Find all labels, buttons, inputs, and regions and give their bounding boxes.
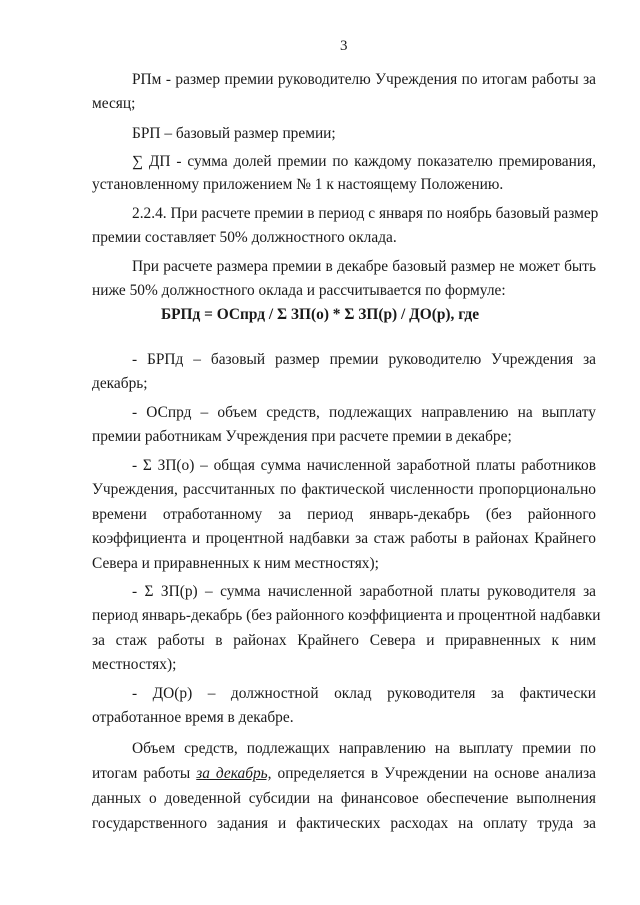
- text-line: коэффициента и процентной надбавки за стаж работы в районах Крайнего: [92, 530, 596, 547]
- text-line: Севера и приравненных к ним местностях);: [92, 555, 379, 572]
- text-line: Учреждения, рассчитанных по фактической численности пропорционально: [92, 481, 596, 498]
- text-line: ∑ ДП - сумма долей премии по каждому показателю премирования,: [132, 153, 596, 170]
- text-line: Объем средств, подлежащих направлению на выплату премии по: [132, 740, 596, 757]
- text-line: период январь-декабрь (без районного коэффициента и процентной надбавки: [92, 607, 601, 624]
- text-line: данных о доведенной субсидии на финансовое обеспечение выполнения: [92, 790, 596, 807]
- text-line: месяц;: [92, 95, 136, 112]
- text-line: премии составляет 50% должностного оклада.: [92, 229, 397, 246]
- underlined-phrase: за декабрь,: [196, 765, 272, 782]
- text-line: - ОСпрд – объем средств, подлежащих направлению на выплату: [132, 404, 596, 421]
- text-line: - Σ ЗП(р) – сумма начисленной заработной платы руководителя за: [132, 583, 596, 600]
- text-line: установленному приложением № 1 к настоящему Положению.: [92, 176, 504, 193]
- text-line: 2.2.4. При расчете премии в период с января по ноябрь базовый размер: [132, 205, 599, 222]
- text-line: декабрь;: [92, 375, 148, 392]
- text-line: времени отработанному за период январь-декабрь (без районного: [92, 506, 596, 523]
- text-line: [92, 764, 596, 784]
- text-line: отработанное время в декабре.: [92, 709, 294, 726]
- text-line: премии работникам Учреждения при расчете премии в декабре;: [92, 428, 512, 445]
- text-segment: определяется в Учреждении на основе анализа: [271, 765, 596, 782]
- text-line: за стаж работы в районах Крайнего Севера и приравненных к ним: [92, 632, 596, 649]
- text-line: РПм - размер премии руководителю Учреждения по итогам работы за: [132, 71, 596, 88]
- text-line: При расчете размера премии в декабре базовый размер не может быть: [132, 258, 596, 275]
- text-line: БРП – базовый размер премии;: [132, 125, 336, 142]
- text-line: - ДО(р) – должностной оклад руководителя за фактически: [132, 685, 596, 702]
- text-segment: итогам работы: [92, 765, 197, 782]
- page-number: 3: [340, 38, 348, 54]
- text-line: местностях);: [92, 656, 177, 673]
- text-line: - Σ ЗП(о) – общая сумма начисленной заработной платы работников: [132, 457, 596, 474]
- text-line: ниже 50% должностного оклада и рассчитывается по формуле:: [92, 282, 506, 299]
- text-line: - БРПд – базовый размер премии руководителю Учреждения за: [132, 351, 596, 368]
- formula: БРПд = ОСпрд / Σ ЗП(о) * Σ ЗП(р) / ДО(р), где: [160, 306, 480, 323]
- text-line: государственного задания и фактических расходах на оплату труда за: [92, 815, 596, 832]
